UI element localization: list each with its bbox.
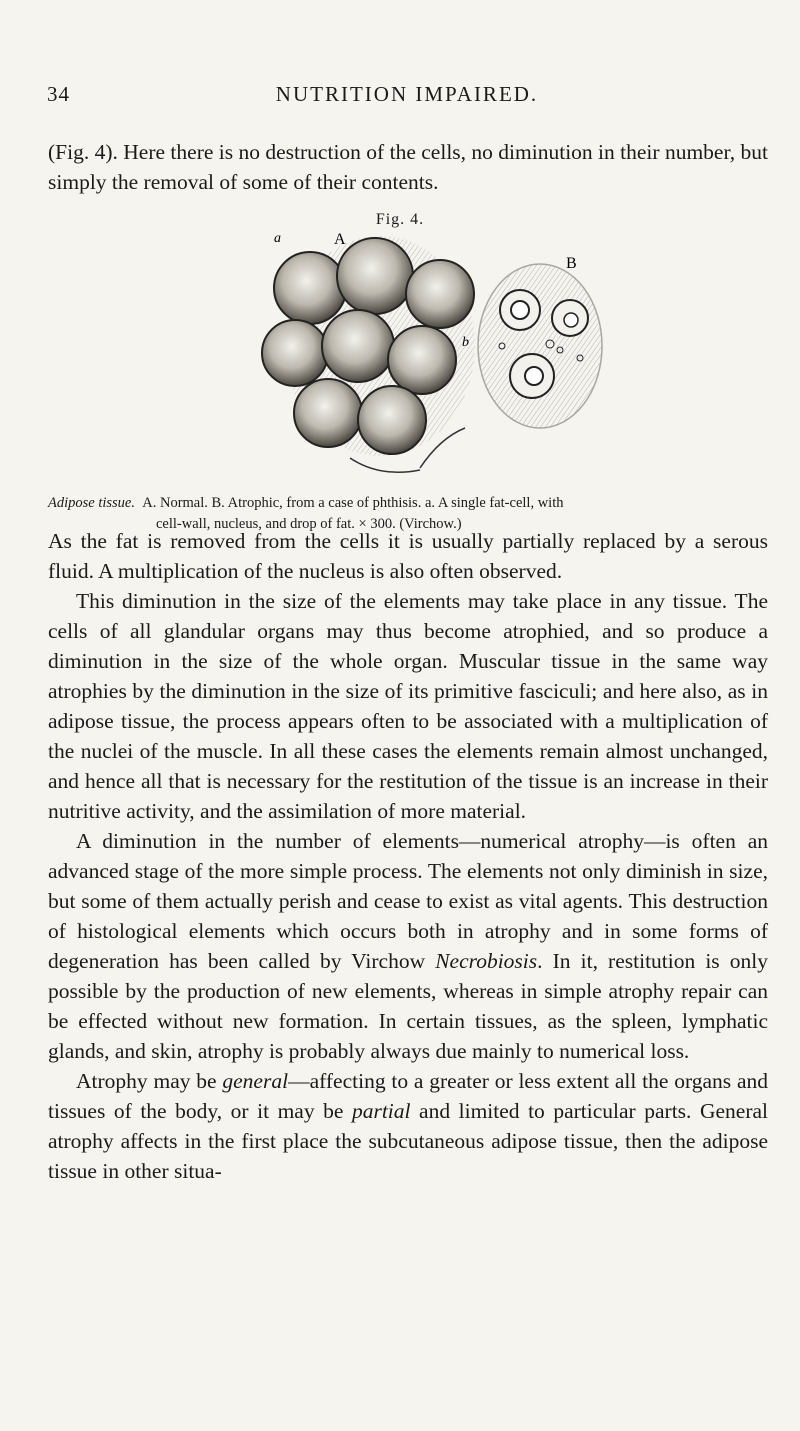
caption-label: Adipose tissue. [48, 495, 135, 511]
page-number: 34 [47, 82, 70, 106]
paragraph-3: This diminution in the size of the elements may take place in any tissue. The cells of all glandular organs may thus become atrophied, and so produce a diminution in the size of the whole organ. Muscular tissue in the same way atrophies by the diminution in the size of its primitive fasciculi; and here also, as in adipose tissue, the process appears often to be associated with a multiplication of the nuclei of the muscle. In all these cases the elements remain almost unchanged, and hence all that is necessary for the restitution of the tissue is an increase in their nutritive activity, and the assimilation of more material. [48, 589, 768, 823]
label-A: A [334, 231, 346, 248]
page-header [47, 82, 767, 112]
normal-fat-cells [262, 236, 475, 472]
term-necrobiosis: Necrobiosis [435, 949, 538, 973]
p5-text-b: —affecting to a greater or less extent all the organs and tissues of the body, or it may be [48, 1069, 768, 1123]
paragraph-2: As the fat is removed from the cells it is usually partially replaced by a serous fluid. A multiplication of the nucleus is also often observed. [48, 529, 768, 583]
label-a-small: a [274, 231, 281, 246]
figure-title: Fig. 4. [375, 211, 425, 228]
running-head: NUTRITION IMPAIRED. [275, 82, 539, 106]
term-partial: partial [351, 1099, 411, 1123]
term-general: general [222, 1069, 289, 1093]
p5-text-a: Atrophy may be [76, 1069, 223, 1093]
p4-text-a: A diminution in the number of elements—numerical atrophy—is often an advanced stage of the more simple process. The elements not only diminish in size, but some of them actually perish and cease to exist as vital agents. This destruction of histological elements which occurs both in atrophy and in some forms of degeneration has been called by Virchow [48, 829, 768, 973]
atrophic-fat-cells [478, 264, 602, 428]
label-B: B [566, 255, 577, 272]
caption-line-2: cell-wall, nucleus, and drop of fat. × 300. (Virchow.) [156, 516, 462, 532]
body-text [48, 526, 768, 1186]
p4-text-b: . In it, restitution is only possible by the production of new elements, whereas in simple atrophy repair can be effected without new formation. In certain tissues, as the spleen, lymphatic glands, and skin, atrophy is probably always due mainly to numerical loss. [48, 949, 768, 1063]
label-b-small: b [462, 335, 469, 350]
caption-line-1: A. Normal. B. Atrophic, from a case of phthisis. a. A single fat-cell, with [142, 495, 564, 511]
paragraph-5 [48, 1066, 768, 1186]
paragraph-4 [48, 826, 768, 1066]
p5-text-c: and limited to particular parts. General atrophy affects in the first place the subcutaneous adipose tissue, then the adipose tissue in other situa- [48, 1099, 768, 1183]
paragraph-1: (Fig. 4). Here there is no destruction of the cells, no diminution in their number, but simply the removal of some of their contents. [48, 140, 768, 194]
adipose-tissue-illustration [240, 228, 620, 490]
opening-paragraph [48, 137, 768, 197]
